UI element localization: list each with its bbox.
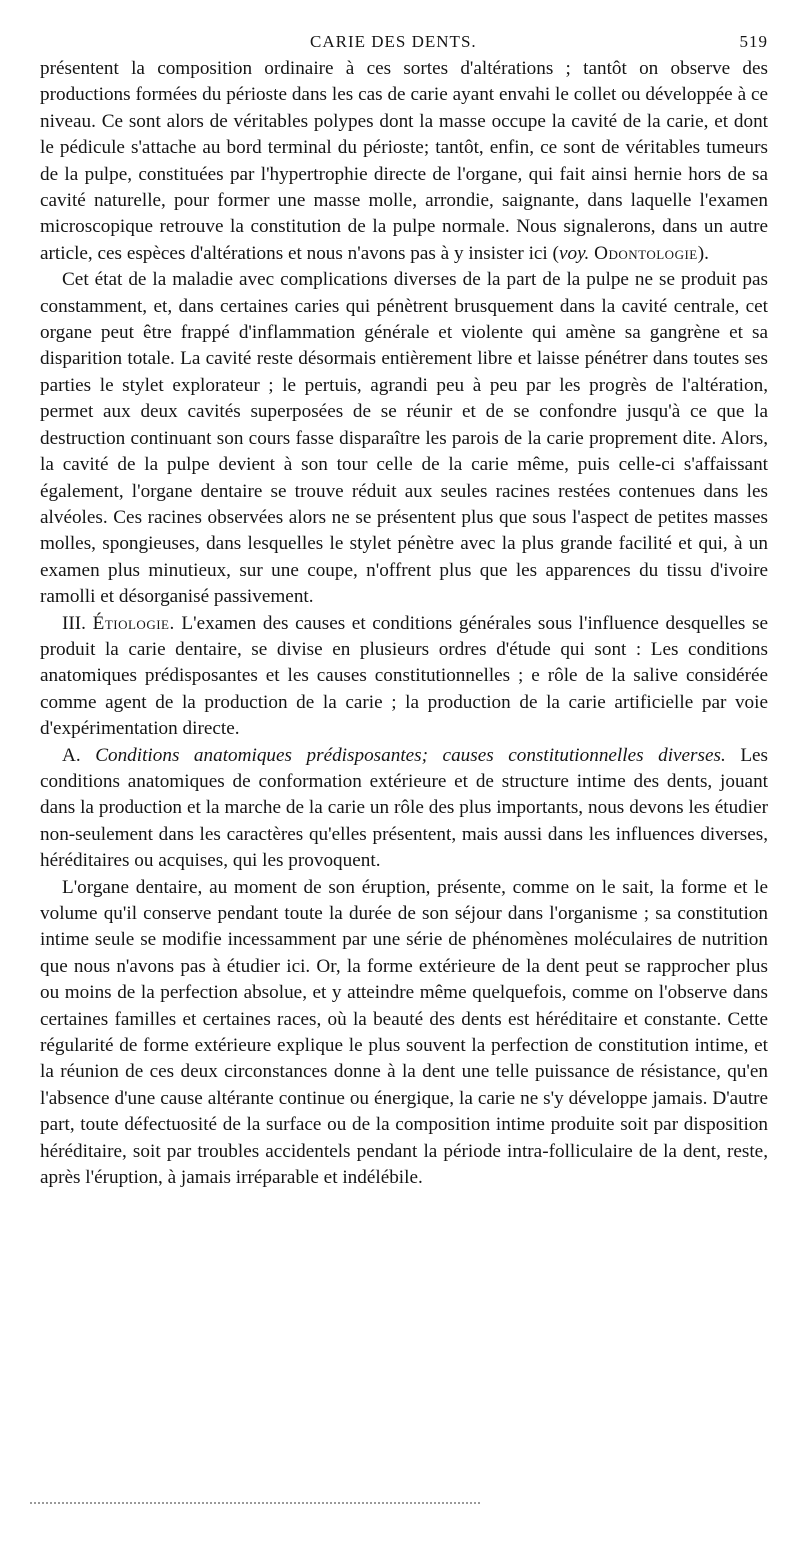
book-page xyxy=(40,28,768,1191)
paragraph-text: Les conditions anatomiques de conformation extérieure et de structure intime des dents, jouant dans la production et la marche de la carie un rôle des plus importants, nous devons les étudier non-seulement dans les caractères qu'elles présentent, mais aussi dans les influences diverses, héréditaires ou acquises, qui les provoquent. xyxy=(40,744,769,872)
page-number: 519 xyxy=(739,32,768,51)
paragraph-text-end: ). xyxy=(697,242,709,264)
subsection-label: A. xyxy=(62,744,81,766)
section-heading: Étiologie. xyxy=(92,612,175,634)
paragraph-text: L'organe dentaire, au moment de son éruption, présente, comme on le sait, la forme et le volume qu'il conserve pendant toute la durée de son séjour dans l'organisme ; sa constitution intime seule se modifie incessamment par une série de phénomènes moléculaires de nutrition que nous n'avons pas à étudier ici. Or, la forme extérieure de la dent peut se rapprocher plus ou moins de la perfection absolue, et y atteindre même quelquefois, comme on l'observe dans certaines familles et certaines races, où la beauté des dents est héréditaire et constante. Cette régularité de forme extérieure explique le plus souvent la perfection de constitution intime, et la réunion de ces deux circonstances donne à la dent une telle puissance de résistance, qu'en l'absence d'une cause altérante continue ou énergique, la carie ne s'y développe jamais. D'autre part, toute défectuosité de la surface ou de la composition intime produite soit par disposition héréditaire, soit par troubles accidentels pendant la période intra-folliculaire de la dent, reste, après l'éruption, à jamais irréparable et indélébile. xyxy=(40,876,768,1189)
subsection-heading: Conditions anatomiques prédisposantes; causes constitutionnelles diverses. xyxy=(95,744,726,766)
subsection-paragraph xyxy=(40,743,768,875)
bottom-rule xyxy=(30,1502,480,1504)
paragraph-continued xyxy=(40,56,768,267)
section-paragraph xyxy=(40,611,768,743)
running-title: CARIE DES DENTS. xyxy=(310,32,477,51)
see-reference-abbrev: voy. xyxy=(558,242,590,264)
section-number: III. xyxy=(62,612,86,634)
body-text xyxy=(40,56,768,1191)
cross-reference: Odontologie xyxy=(594,242,698,264)
paragraph xyxy=(40,875,768,1192)
paragraph-text: L'examen des causes et conditions générales sous l'influence desquelles se produit la carie dentaire, se divise en plusieurs ordres d'étude qui sont : Les conditions anatomiques prédisposantes et les causes constitutionnelles ; e rôle de la salive considérée comme agent de la production de la carie ; la production de la carie artificielle par voie d'expérimentation directe. xyxy=(40,612,769,740)
paragraph xyxy=(40,267,768,610)
running-header xyxy=(40,28,768,56)
paragraph-text: présentent la composition ordinaire à ces sortes d'altérations ; tantôt on observe des productions formées du périoste dans les cas de carie ayant envahi le collet ou développée à ce niveau. Ce sont alors de véritables polypes dont la masse occupe la cavité de la carie, et dont le pédicule s'attache au bord terminal du périoste; tantôt, enfin, ce sont de véritables tumeurs de la pulpe, constituées par l'hypertrophie directe de l'organe, qui fait ainsi hernie hors de sa cavité naturelle, pour former une masse molle, arrondie, saignante, dans laquelle l'examen microscopique retrouve la constitution de la pulpe normale. Nous signalerons, dans un autre article, ces espèces d'altérations et nous n'avons pas à y insister ici ( xyxy=(40,58,768,264)
paragraph-text: Cet état de la maladie avec complications diverses de la part de la pulpe ne se produit pas constamment, et, dans certaines caries qui pénètrent brusquement dans la cavité centrale, cet organe peut être frappé d'inflammation générale et violente qui amène sa gangrène et sa disparition totale. La cavité reste désormais entièrement libre et laisse pénétrer dans toutes ses parties le stylet explorateur ; le pertuis, agrandi peu à peu par les progrès de l'altération, permet aux deux cavités superposées de se réunir et de se confondre jusqu'à ce que la destruction continuant son cours fasse disparaître les parois de la carie proprement dite. Alors, la cavité de la pulpe devient à son tour celle de la carie même, puis celle-ci s'affaissant également, l'organe dentaire se trouve réduit aux seules racines restées contenues dans les alvéoles. Ces racines observées alors ne se présentent plus que sous l'aspect de petites masses molles, spongieuses, dans lesquelles le stylet pénètre avec la plus grande facilité et qui, à un examen plus minutieux, sur une coupe, n'offrent plus que les apparences du tissu d'ivoire ramolli et désorganisé passivement. xyxy=(40,269,768,608)
